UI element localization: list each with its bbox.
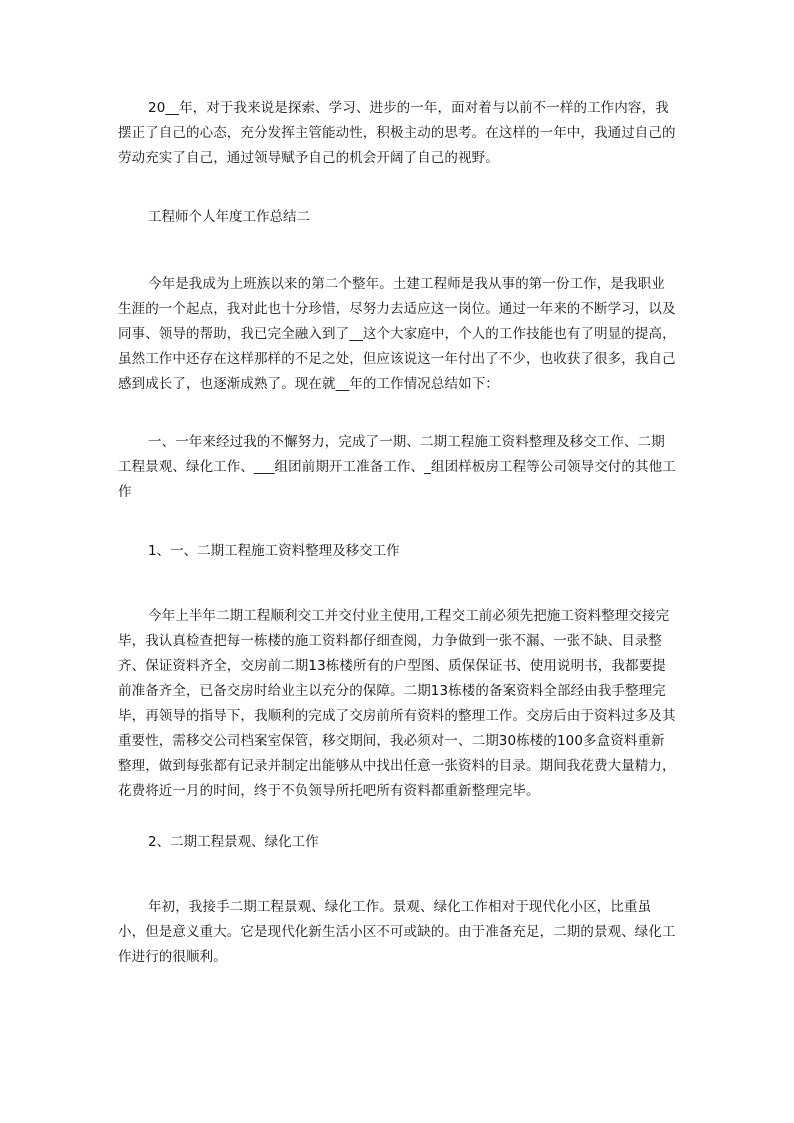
landscape-paragraph: 年初，我接手二期工程景观、绿化工作。景观、绿化工作相对于现代化小区，比重虽小，但是意义重大。它是现代化新生活小区不可或缺的。由于准备充足，二期的景观、绿化工作进行的很顺利。 <box>118 899 676 965</box>
work-summary-paragraph: 一、一年来经过我的不懈努力，完成了一期、二期工程施工资料整理及移交工作、二期工程景观、绿化工作、___组团前期开工准备工作、_组团样板房工程等公司领导交付的其他工作 <box>118 434 676 500</box>
section-title: 工程师个人年度工作总结二 <box>148 209 310 225</box>
subsection-heading-2: 2、二期工程景观、绿化工作 <box>148 834 319 850</box>
overview-paragraph: 今年是我成为上班族以来的第二个整年。土建工程师是我从事的第一份工作，是我职业生涯的一个起点，我对此也十分珍惜，尽努力去适应这一岗位。通过一年来的不断学习，以及同事、领导的帮助，我已完全融入到了__这个大家庭中，个人的工作技能也有了明显的提高，虽然工作中还存在这样那样的不足之处，但应该说这一年付出了不少，也收获了很多，我自己感到成长了，也逐渐成熟了。现在就__年的工作情况总结如下： <box>118 276 676 392</box>
intro-paragraph: 20__年，对于我来说是探索、学习、进步的一年，面对着与以前不一样的工作内容，我摆正了自己的心态，充分发挥主管能动性，积极主动的思考。在这样的一年中，我通过自己的劳动充实了自己，通过领导赋予自己的机会开阔了自己的视野。 <box>118 100 676 166</box>
materials-paragraph: 今年上半年二期工程顺利交工并交付业主使用,工程交工前必须先把施工资料整理交接完毕，我认真检查把每一栋楼的施工资料都仔细查阅，力争做到一张不漏、一张不缺、目录整齐、保证资料齐全，交房前二期13栋楼所有的户型图、质保保证书、使用说明书，我都要提前准备齐全，已备交房时给业主以充分的保障。二期13栋楼的备案资料全部经由我手整理完毕，再领导的指导下，我顺利的完成了交房前所有资料的整理工作。交房后由于资料过多及其重要性，需移交公司档案室保管，移交期间，我必须对一、二期30栋楼的100多盒资料重新整理，做到每张都有记录并制定出能够从中找出任意一张资料的目录。期间我花费大量精力，花费将近一月的时间，终于不负领导所托吧所有资料都重新整理完毕。 <box>118 608 676 799</box>
subsection-heading-1: 1、一、二期工程施工资料整理及移交工作 <box>148 543 400 559</box>
